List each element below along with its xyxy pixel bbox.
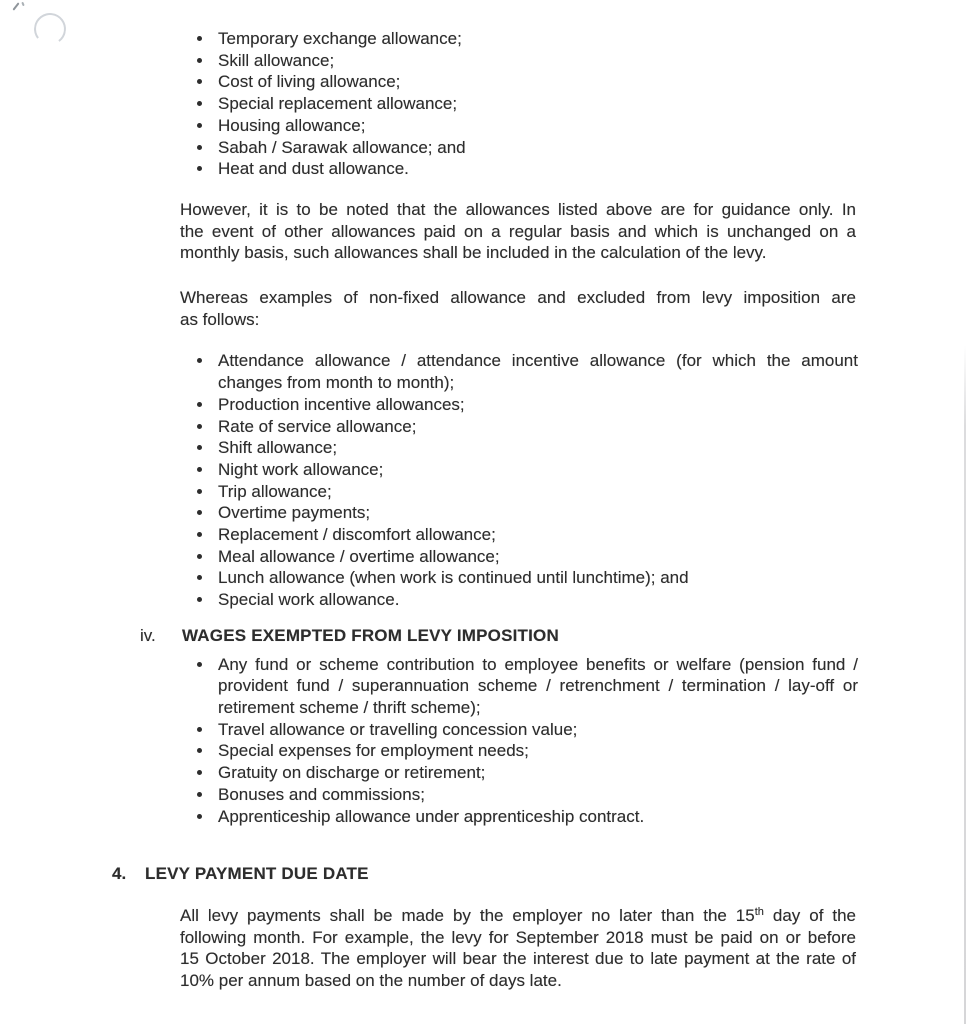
list-item: Overtime payments;: [218, 502, 858, 524]
pen-mark-artifact: [12, 2, 19, 10]
paragraph-text: All levy payments shall be made by the employer no later than the 15: [180, 905, 755, 925]
exempted-wages-list: [218, 654, 858, 828]
paragraph-line: monthly basis, such allowances shall be included in the calculation of the levy.: [180, 243, 767, 263]
paragraph-line: Whereas examples of non-fixed allowance and excluded from levy imposition are: [180, 288, 856, 308]
list-item: Attendance allowance / attendance incentive allowance (for which the amount changes from month to month);: [218, 351, 858, 393]
list-item: Meal allowance / overtime allowance;: [218, 546, 858, 568]
non-fixed-intro-paragraph: [180, 287, 856, 330]
section-iv-number: iv.: [140, 625, 156, 645]
circle-scan-artifact: [32, 11, 68, 47]
pen-mark-artifact: [21, 2, 24, 6]
list-item: Cost of living allowance;: [218, 71, 858, 93]
section-4-heading: [112, 863, 978, 885]
list-item: Special replacement allowance;: [218, 93, 858, 115]
paragraph-line: However, it is to be noted that the allowances listed above are for guidance only. In: [180, 199, 856, 219]
paragraph-text: day of the: [763, 905, 856, 925]
list-item: Special expenses for employment needs;: [218, 740, 858, 762]
paragraph-line: [180, 905, 856, 927]
scan-edge-line: [964, 345, 966, 1024]
list-item: Gratuity on discharge or retirement;: [218, 762, 858, 784]
non-fixed-allowances-list: [218, 350, 858, 610]
levy-due-date-paragraph: [180, 905, 856, 992]
list-item: Heat and dust allowance.: [218, 158, 858, 180]
list-item: Any fund or scheme contribution to employee benefits or welfare (pension fund / provident fund / superannuation scheme / retrenchment / termination / lay-off or retirement scheme / thrift scheme);: [218, 654, 858, 717]
list-item: Travel allowance or travelling concession value;: [218, 719, 858, 741]
section-4-number: 4.: [112, 864, 127, 884]
list-item: Night work allowance;: [218, 459, 858, 481]
paragraph-line: the event of other allowances paid on a regular basis and which is unchanged on a: [180, 221, 856, 241]
list-item: Replacement / discomfort allowance;: [218, 524, 858, 546]
list-item: Housing allowance;: [218, 115, 858, 137]
list-item: Skill allowance;: [218, 50, 858, 72]
paragraph-line: following month. For example, the levy for September 2018 must be paid on or before: [180, 927, 856, 947]
list-item: Lunch allowance (when work is continued until lunchtime); and: [218, 567, 858, 589]
list-item: Bonuses and commissions;: [218, 784, 858, 806]
guidance-paragraph: [180, 199, 856, 264]
list-item: Temporary exchange allowance;: [218, 28, 858, 50]
list-item: Special work allowance.: [218, 589, 858, 611]
paragraph-line: as follows:: [180, 309, 260, 329]
superscript-th: th: [754, 905, 764, 918]
list-item: Sabah / Sarawak allowance; and: [218, 137, 858, 159]
fixed-allowances-list: [218, 28, 858, 180]
paragraph-line: 15 October 2018. The employer will bear the interest due to late payment at the rate of: [180, 949, 856, 969]
list-item: Apprenticeship allowance under apprenticeship contract.: [218, 806, 858, 828]
list-item: Trip allowance;: [218, 481, 858, 503]
section-iv-heading: [140, 625, 978, 647]
section-iv-title: WAGES EXEMPTED FROM LEVY IMPOSITION: [182, 625, 559, 645]
section-4-title: LEVY PAYMENT DUE DATE: [145, 864, 369, 884]
paragraph-line: 10% per annum based on the number of days late.: [180, 971, 562, 991]
list-item: Production incentive allowances;: [218, 394, 858, 416]
list-item: Rate of service allowance;: [218, 416, 858, 438]
list-item: Shift allowance;: [218, 437, 858, 459]
